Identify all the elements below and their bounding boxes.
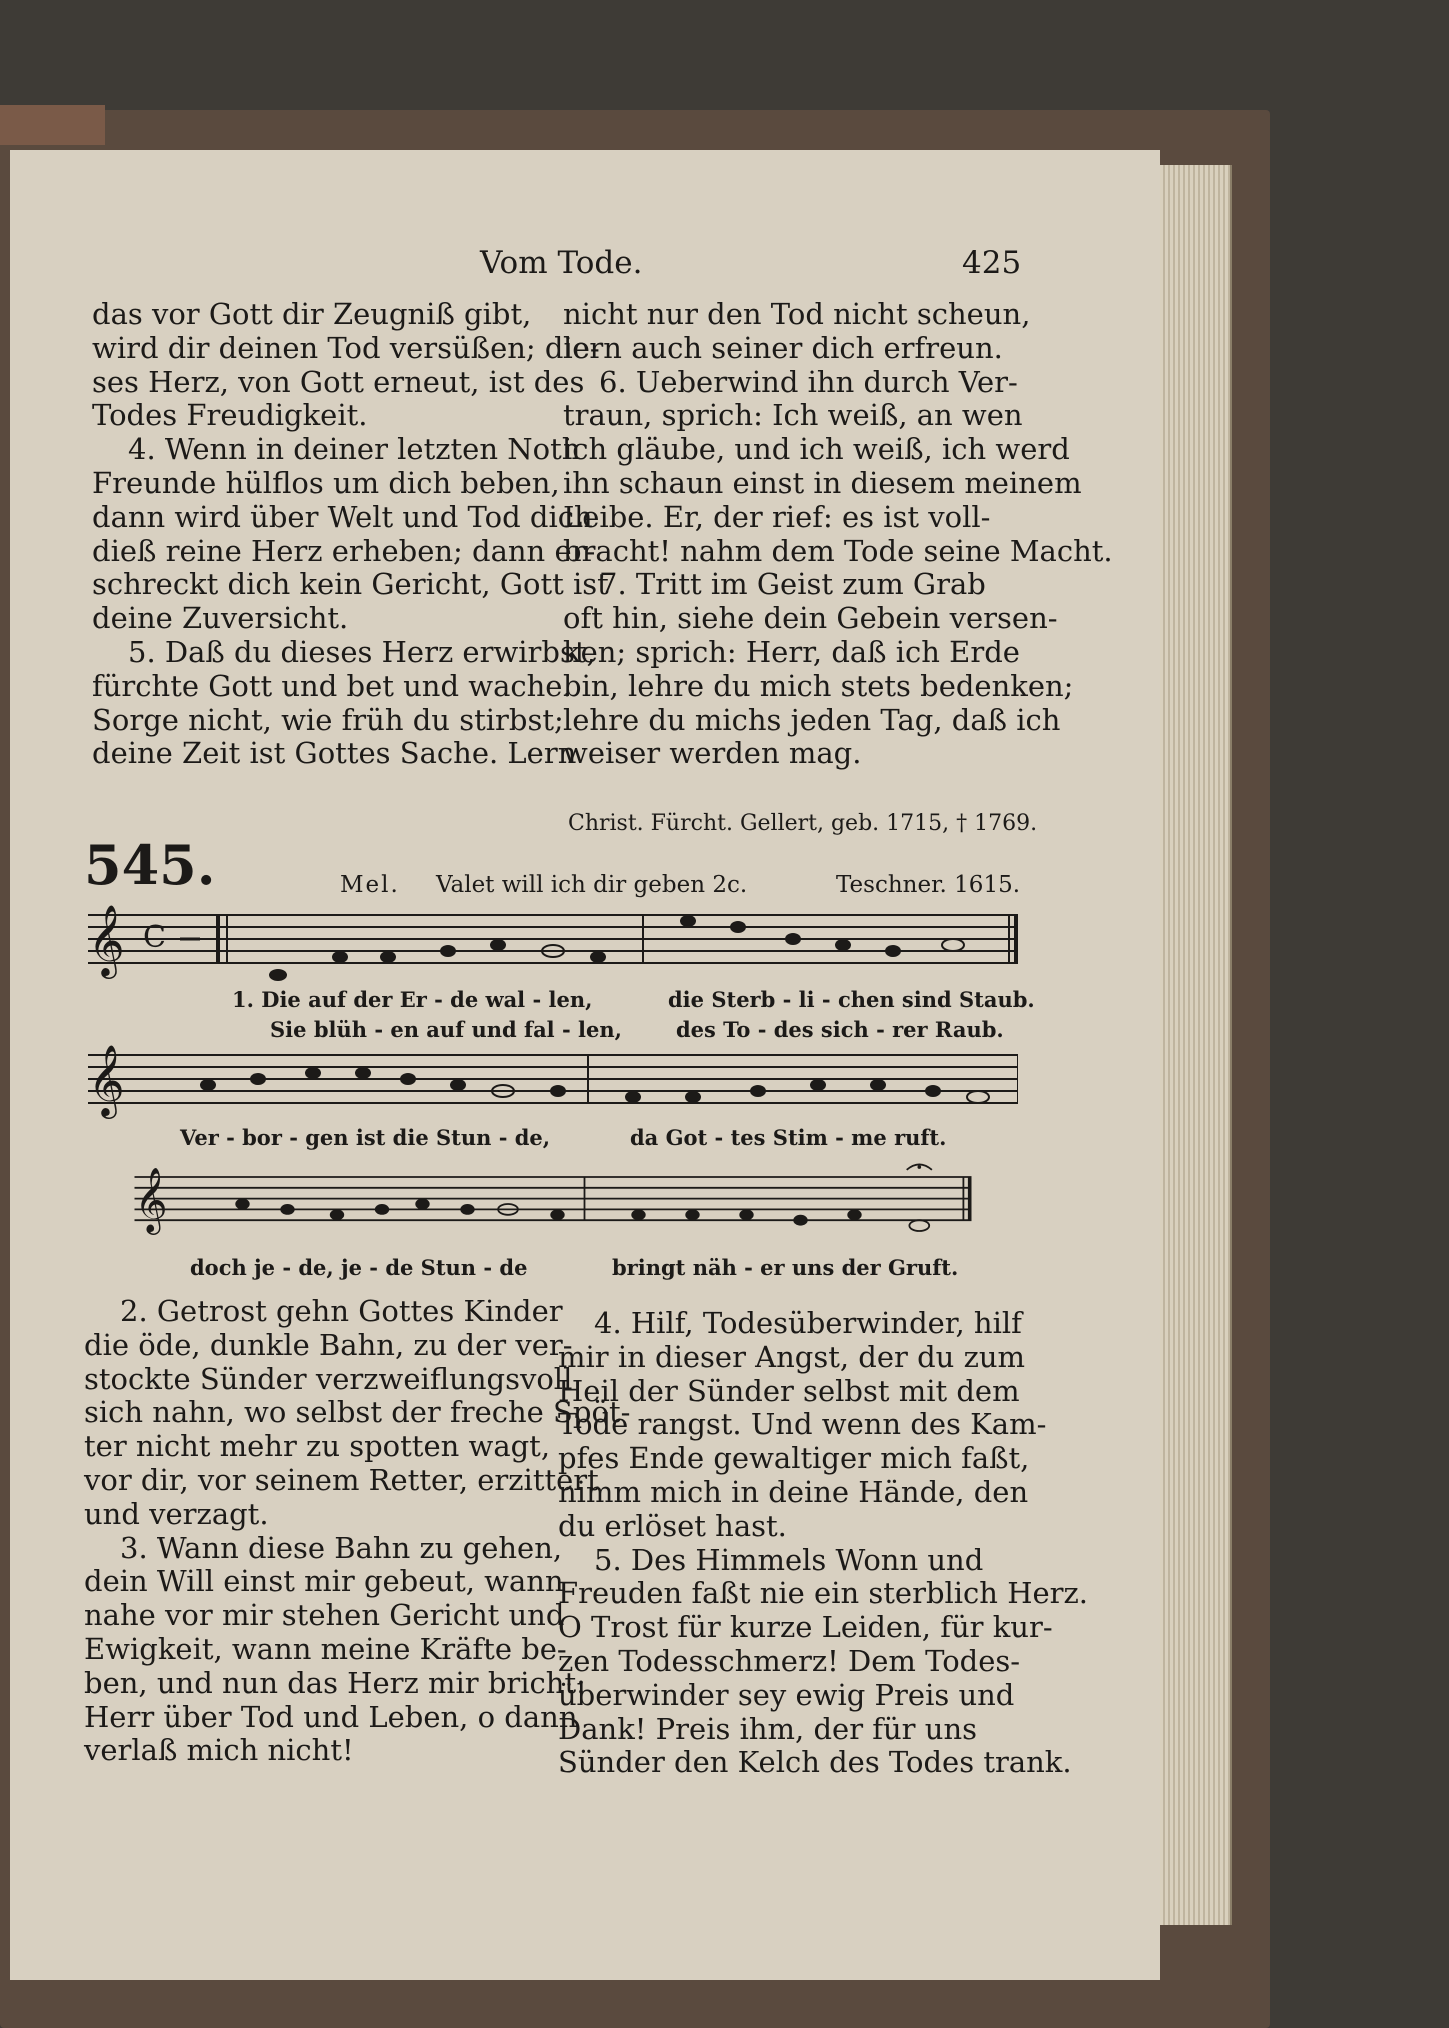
- music-staff-3: [88, 1150, 1018, 1240]
- music-staff-2: [88, 1035, 1018, 1125]
- text-line: lern auch seiner dich erfreun.: [563, 330, 1003, 365]
- text-line: Herr über Tod und Leben, o dann: [84, 1699, 578, 1734]
- text-line: sich nahn, wo selbst der freche Spöt-: [84, 1395, 631, 1430]
- lyrics-line-1a: 1. Die auf der Er - de wal - len,: [232, 987, 593, 1012]
- text-line: vor dir, vor seinem Retter, erzittert: [84, 1462, 599, 1497]
- bottom-right-column: [558, 1306, 1089, 1780]
- text-line: 4. Wenn in deiner letzten Noth: [128, 432, 581, 467]
- lyrics-line-4b: bringt näh - er uns der Gruft.: [612, 1255, 959, 1280]
- text-line: ich gläube, und ich weiß, ich werd: [563, 432, 1070, 467]
- text-line: nimm mich in deine Hände, den: [558, 1474, 1029, 1509]
- text-line: lehre du michs jeden Tag, daß ich: [563, 702, 1061, 737]
- text-line: die öde, dunkle Bahn, zu der ver-: [84, 1327, 573, 1362]
- melody-label: Mel.: [340, 872, 400, 898]
- svg-text:𝄞: 𝄞: [134, 1167, 168, 1233]
- text-line: und verzagt.: [84, 1496, 269, 1531]
- text-line: oft hin, siehe dein Gebein versen-: [563, 601, 1058, 636]
- lyrics-line-1b: die Sterb - li - chen sind Staub.: [668, 987, 1035, 1012]
- text-line: O Trost für kurze Leiden, für kur-: [558, 1610, 1053, 1645]
- lyrics-line-2b: des To - des sich - rer Raub.: [676, 1017, 1004, 1042]
- text-line: deine Zuversicht.: [92, 601, 349, 636]
- text-line: ken; sprich: Herr, daß ich Erde: [563, 634, 1020, 669]
- text-line: weiser werden mag.: [563, 736, 862, 771]
- text-line: mir in dieser Angst, der du zum: [558, 1339, 1026, 1374]
- text-line: pfes Ende gewaltiger mich faßt,: [558, 1441, 1030, 1476]
- text-line: Dank! Preis ihm, der für uns: [558, 1711, 977, 1746]
- text-line: 4. Hilf, Todesüberwinder, hilf: [594, 1306, 1022, 1340]
- text-line: ter nicht mehr zu spotten wagt,: [84, 1429, 551, 1464]
- author-credit: Christ. Fürcht. Gellert, geb. 1715, † 1769.: [568, 811, 1038, 836]
- text-line: Sünder den Kelch des Todes trank.: [558, 1745, 1072, 1780]
- text-line: dann wird über Welt und Tod dich: [92, 499, 593, 534]
- text-line: 7. Tritt im Geist zum Grab: [599, 567, 986, 602]
- music-staff-1: [88, 895, 1018, 985]
- lyrics-line-2a: Sie blüh - en auf und fal - len,: [270, 1017, 622, 1042]
- text-line: zen Todesschmerz! Dem Todes-: [558, 1643, 1021, 1678]
- text-line: Tode rangst. Und wenn des Kam-: [558, 1407, 1047, 1442]
- text-line: deine Zeit ist Gottes Sache. Lern: [92, 736, 577, 771]
- svg-text:𝄞: 𝄞: [88, 1043, 125, 1116]
- text-line: Freuden faßt nie ein sterblich Herz.: [558, 1576, 1089, 1611]
- text-line: nahe vor mir stehen Gericht und: [84, 1598, 565, 1633]
- text-line: bracht! nahm dem Tode seine Macht.: [563, 533, 1113, 568]
- svg-text:𝄞: 𝄞: [88, 903, 125, 976]
- text-line: du erlöset hast.: [558, 1508, 787, 1543]
- lyrics-line-4a: doch je - de, je - de Stun - de: [190, 1255, 528, 1280]
- text-line: 2. Getrost gehn Gottes Kinder: [120, 1294, 563, 1328]
- top-right-column: [563, 297, 1113, 771]
- hymn-number: 545.: [84, 833, 216, 897]
- text-line: 6. Ueberwind ihn durch Ver-: [599, 364, 1018, 399]
- text-line: überwinder sey ewig Preis und: [558, 1677, 1015, 1712]
- text-line: fürchte Gott und bet und wache.: [92, 668, 572, 703]
- text-line: wird dir deinen Tod versüßen; die-: [92, 330, 600, 365]
- page-number: 425: [962, 245, 1022, 281]
- text-line: das vor Gott dir Zeugniß gibt,: [92, 297, 532, 331]
- text-line: ihn schaun einst in diesem meinem: [563, 465, 1082, 500]
- melody-composer: Teschner. 1615.: [836, 872, 1021, 898]
- text-line: Ewigkeit, wann meine Kräfte be-: [84, 1631, 567, 1666]
- text-line: ses Herz, von Gott erneut, ist des: [92, 364, 585, 399]
- text-line: schreckt dich kein Gericht, Gott ist: [92, 567, 609, 602]
- text-line: bin, lehre du mich stets bedenken;: [563, 668, 1074, 703]
- text-line: 5. Daß du dieses Herz erwirbst,: [128, 634, 596, 669]
- bottom-left-column: [84, 1294, 631, 1768]
- text-line: Heil der Sünder selbst mit dem: [558, 1373, 1020, 1408]
- lyrics-line-3a: Ver - bor - gen ist die Stun - de,: [180, 1125, 551, 1150]
- text-line: dieß reine Herz erheben; dann er-: [92, 533, 596, 568]
- text-line: 3. Wann diese Bahn zu gehen,: [120, 1530, 563, 1565]
- text-line: dein Will einst mir gebeut, wann: [84, 1564, 564, 1599]
- text-line: verlaß mich nicht!: [84, 1733, 354, 1768]
- text-line: Leibe. Er, der rief: es ist voll-: [563, 499, 991, 534]
- lyrics-line-3b: da Got - tes Stim - me ruft.: [630, 1125, 947, 1150]
- cover-corner: [0, 105, 105, 145]
- svg-text:C: C: [143, 920, 166, 955]
- text-line: stockte Sünder verzweiflungsvoll: [84, 1361, 573, 1396]
- text-line: 5. Des Himmels Wonn und: [594, 1542, 984, 1577]
- text-line: Sorge nicht, wie früh du stirbst;: [92, 702, 564, 737]
- top-left-column: [92, 297, 609, 771]
- text-line: ben, und nun das Herz mir bricht:: [84, 1665, 586, 1700]
- running-title: Vom Tode.: [480, 245, 643, 281]
- text-line: Freunde hülflos um dich beben,: [92, 465, 560, 500]
- text-line: nicht nur den Tod nicht scheun,: [563, 297, 1031, 331]
- text-line: Todes Freudigkeit.: [92, 398, 368, 433]
- text-line: traun, sprich: Ich weiß, an wen: [563, 398, 1023, 433]
- melody-tune: Valet will ich dir geben 2c.: [436, 872, 748, 898]
